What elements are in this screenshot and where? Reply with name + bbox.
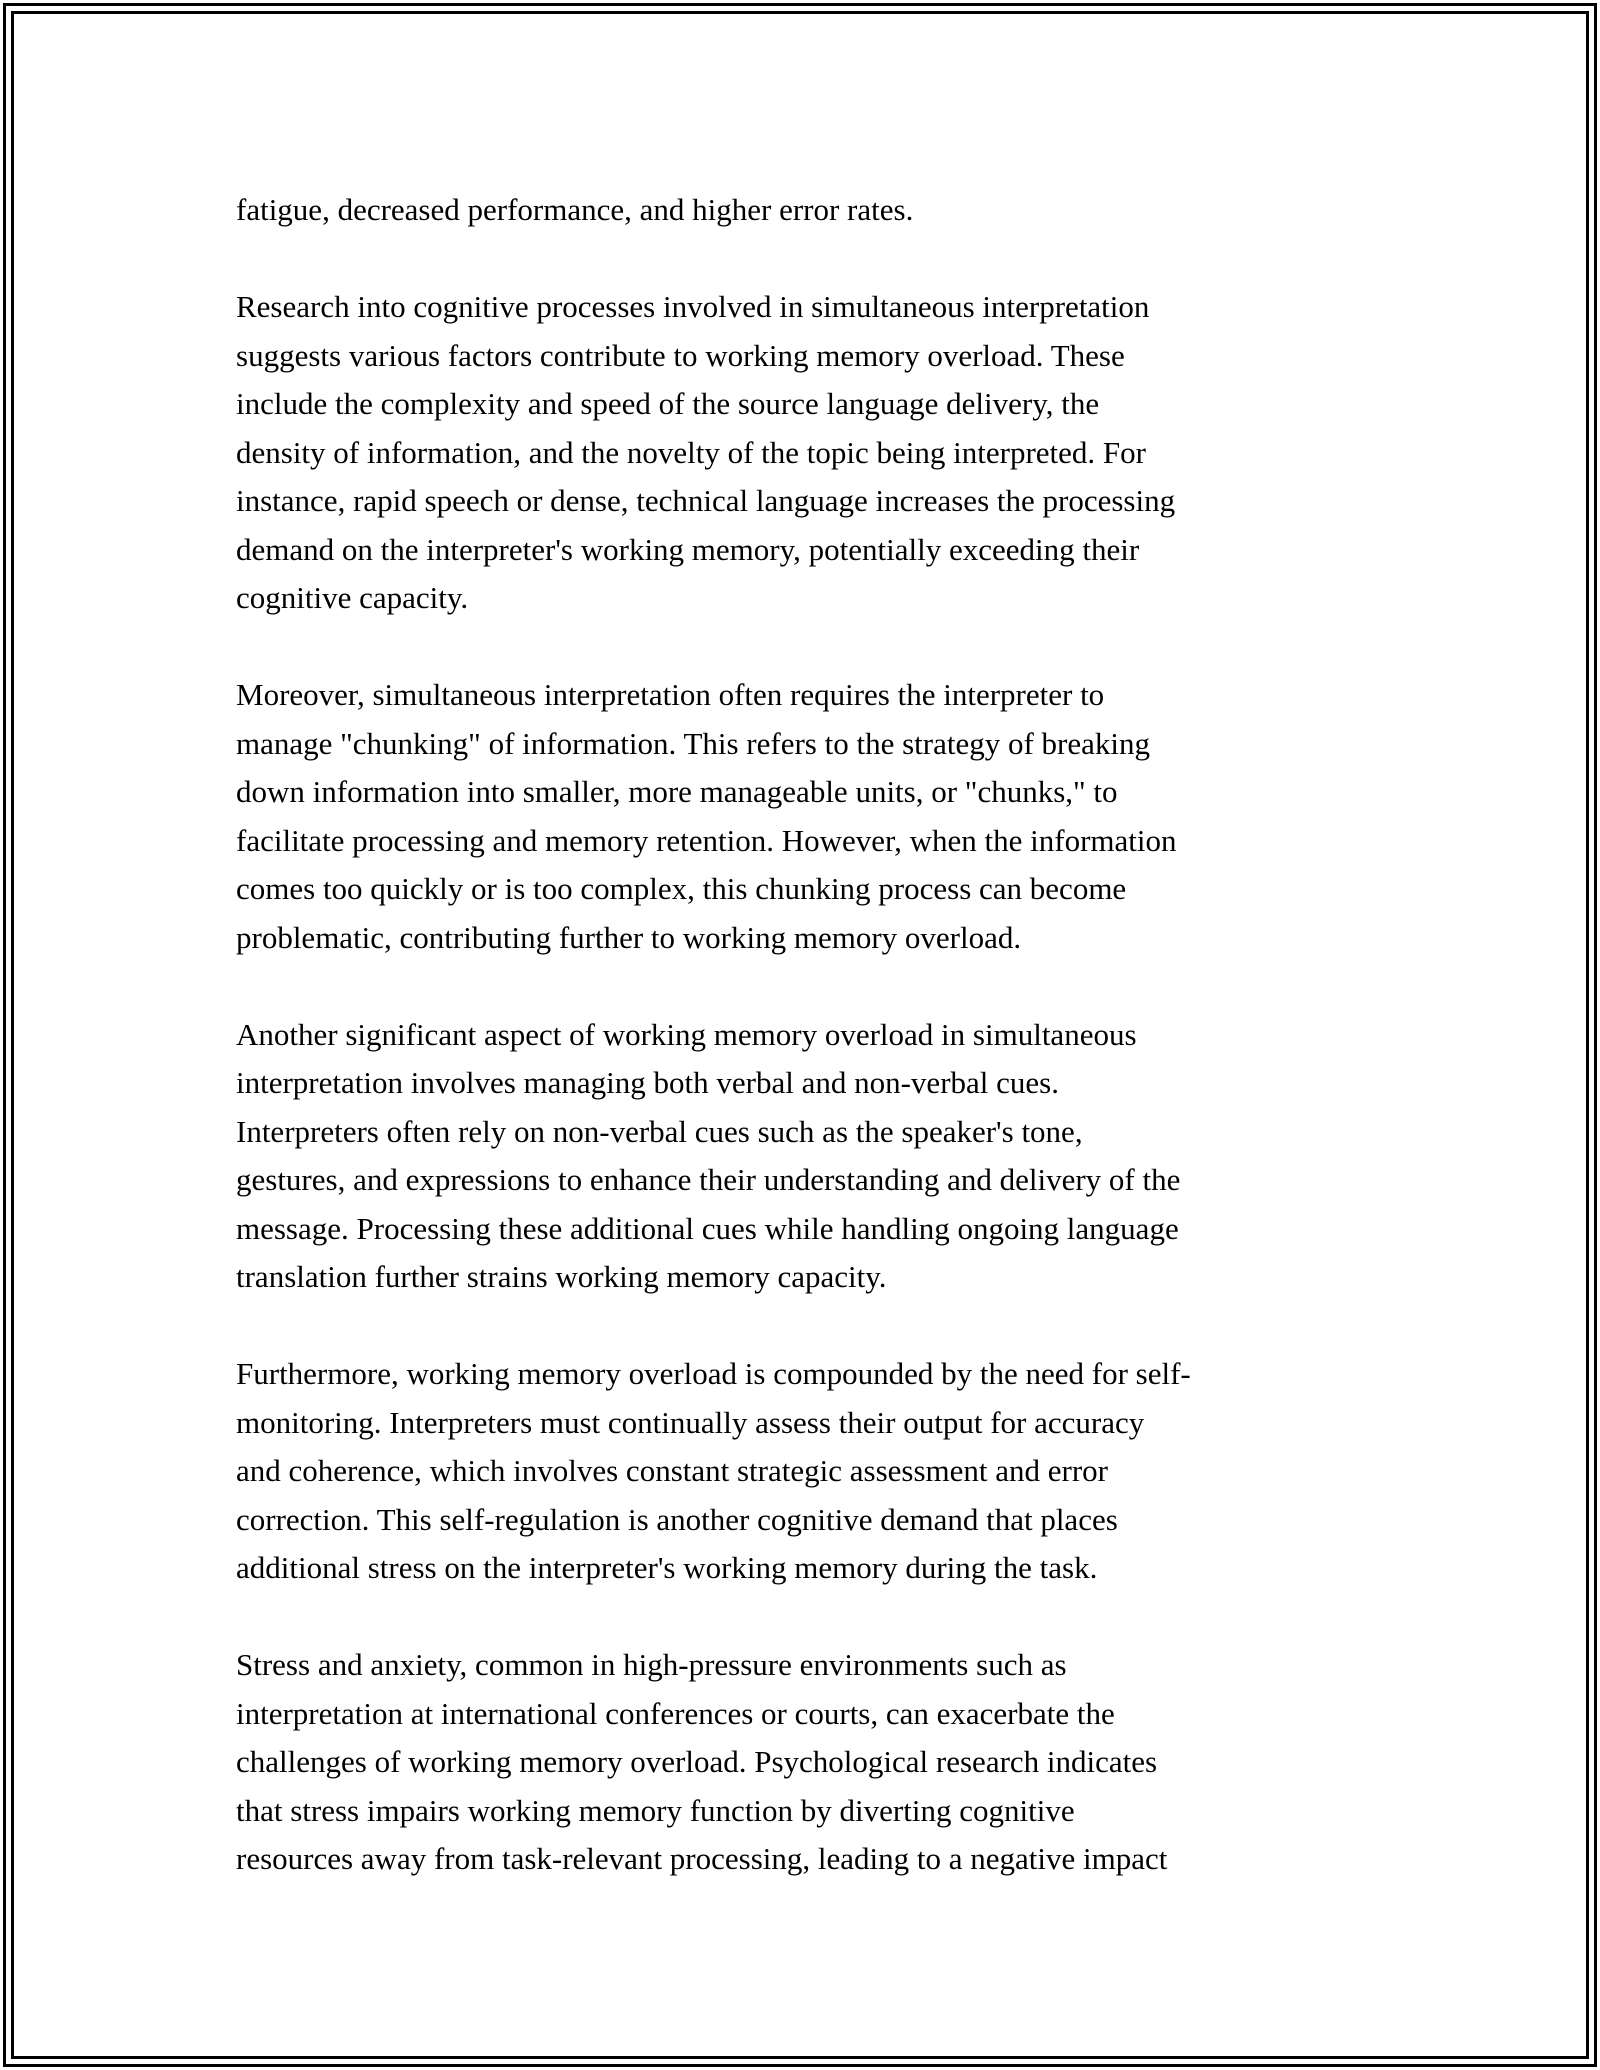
paragraph-3 xyxy=(236,671,1396,962)
text-line: interpretation involves managing both verbal and non-verbal cues. xyxy=(236,1065,1059,1100)
text-line: down information into smaller, more manageable units, or "chunks," to xyxy=(236,774,1118,809)
text-line: include the complexity and speed of the source language delivery, the xyxy=(236,386,1100,421)
text-line: comes too quickly or is too complex, this chunking process can become xyxy=(236,871,1127,906)
text-line: correction. This self-regulation is another cognitive demand that places xyxy=(236,1501,1118,1537)
text-line: Moreover, simultaneous interpretation often requires the interpreter to xyxy=(236,677,1105,712)
paragraph-5 xyxy=(236,1350,1396,1593)
paragraph-1 xyxy=(236,186,1396,235)
text-line: problematic, contributing further to working memory overload. xyxy=(236,919,1022,955)
text-line: that stress impairs working memory function by diverting cognitive xyxy=(236,1792,1075,1828)
text-line: suggests various factors contribute to working memory overload. These xyxy=(236,337,1125,373)
text-line: Another significant aspect of working memory overload in simultaneous xyxy=(236,1016,1137,1052)
text-line: density of information, and the novelty of the topic being interpreted. For xyxy=(236,434,1146,470)
text-line: and coherence, which involves constant strategic assessment and error xyxy=(236,1453,1108,1488)
text-line: gestures, and expressions to enhance their understanding and delivery of the xyxy=(236,1162,1181,1197)
text-line: challenges of working memory overload. Psychological research indicates xyxy=(236,1744,1158,1779)
paragraph-spacer xyxy=(236,623,1396,672)
paragraph-spacer xyxy=(236,962,1396,1011)
text-line: additional stress on the interpreter's working memory during the task. xyxy=(236,1550,1098,1585)
text-line: facilitate processing and memory retention. However, when the information xyxy=(236,822,1177,858)
text-line: Research into cognitive processes involved in simultaneous interpretation xyxy=(236,289,1150,324)
text-line: Stress and anxiety, common in high-pressure environments such as xyxy=(236,1647,1067,1682)
paragraph-spacer xyxy=(236,1302,1396,1351)
text-line: interpretation at international conferences or courts, can exacerbate the xyxy=(236,1695,1115,1731)
paragraph-2 xyxy=(236,283,1396,623)
text-line: manage "chunking" of information. This refers to the strategy of breaking xyxy=(236,725,1151,761)
text-line: demand on the interpreter's working memory, potentially exceeding their xyxy=(236,531,1140,567)
paragraph-spacer xyxy=(236,235,1396,284)
text-line: Interpreters often rely on non-verbal cues such as the speaker's tone, xyxy=(236,1113,1083,1149)
text-line: Furthermore, working memory overload is compounded by the need for self- xyxy=(236,1356,1191,1391)
text-line: message. Processing these additional cues while handling ongoing language xyxy=(236,1210,1179,1246)
text-line: cognitive capacity. xyxy=(236,580,469,615)
document-body xyxy=(236,186,1396,1884)
text-line: translation further strains working memory capacity. xyxy=(236,1259,887,1294)
paragraph-4 xyxy=(236,1011,1396,1302)
paragraph-spacer xyxy=(236,1593,1396,1642)
text-line: fatigue, decreased performance, and higher error rates. xyxy=(236,192,914,227)
paragraph-6 xyxy=(236,1641,1396,1884)
text-line: resources away from task-relevant processing, leading to a negative impact xyxy=(236,1841,1168,1876)
text-line: instance, rapid speech or dense, technical language increases the processing xyxy=(236,483,1176,518)
text-line: monitoring. Interpreters must continually assess their output for accuracy xyxy=(236,1404,1145,1440)
